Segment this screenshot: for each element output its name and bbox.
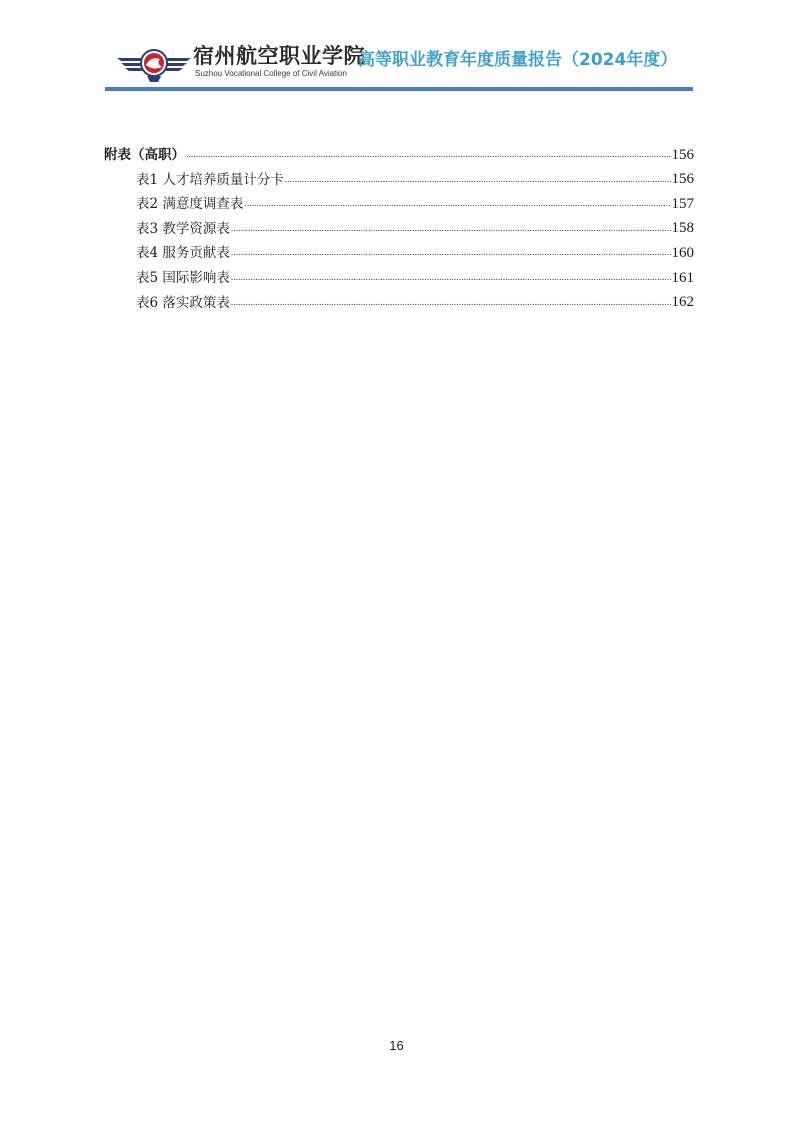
toc-entry-table-4[interactable] bbox=[104, 236, 694, 261]
toc-entry-table-5[interactable] bbox=[104, 261, 694, 286]
page-header bbox=[0, 0, 793, 96]
toc-leader-dots bbox=[186, 147, 671, 161]
toc-entry-page: 157 bbox=[671, 195, 694, 212]
toc-leader-dots bbox=[231, 270, 671, 284]
toc-entry-label: 表5 国际影响表 bbox=[136, 270, 230, 287]
toc-entry-table-1[interactable] bbox=[104, 163, 694, 188]
toc-entry-label: 表2 满意度调查表 bbox=[136, 196, 244, 213]
toc-entry-page: 156 bbox=[671, 171, 694, 188]
toc-entry-label: 附表（高职） bbox=[104, 147, 185, 164]
college-emblem-wings-icon bbox=[115, 44, 193, 84]
toc-entry-page: 158 bbox=[671, 220, 694, 237]
toc-entry-table-6[interactable] bbox=[104, 286, 694, 311]
toc-entry-appendix[interactable] bbox=[104, 138, 694, 163]
toc-entry-page: 156 bbox=[671, 146, 694, 163]
toc-entry-page: 161 bbox=[671, 269, 694, 286]
toc-entry-label: 表3 教学资源表 bbox=[136, 220, 230, 237]
toc-entry-table-3[interactable] bbox=[104, 212, 694, 237]
page-number: 16 bbox=[389, 1038, 404, 1053]
college-name-en: Suzhou Vocational College of Civil Aviation bbox=[195, 69, 347, 78]
toc-entry-table-2[interactable] bbox=[104, 187, 694, 212]
report-title: 高等职业教育年度质量报告（2024年度） bbox=[358, 50, 678, 70]
header-divider bbox=[105, 87, 693, 91]
table-of-contents bbox=[104, 138, 694, 310]
toc-entry-page: 162 bbox=[671, 294, 694, 311]
toc-entry-page: 160 bbox=[671, 244, 694, 261]
toc-entry-label: 表6 落实政策表 bbox=[136, 294, 230, 311]
college-name-cn: 宿州航空职业学院 bbox=[193, 44, 365, 68]
toc-leader-dots bbox=[231, 245, 671, 259]
toc-leader-dots bbox=[231, 295, 671, 309]
toc-entry-label: 表1 人才培养质量计分卡 bbox=[136, 171, 284, 188]
toc-leader-dots bbox=[231, 221, 671, 235]
toc-leader-dots bbox=[285, 172, 671, 186]
toc-entry-label: 表4 服务贡献表 bbox=[136, 245, 230, 262]
toc-leader-dots bbox=[244, 196, 670, 210]
